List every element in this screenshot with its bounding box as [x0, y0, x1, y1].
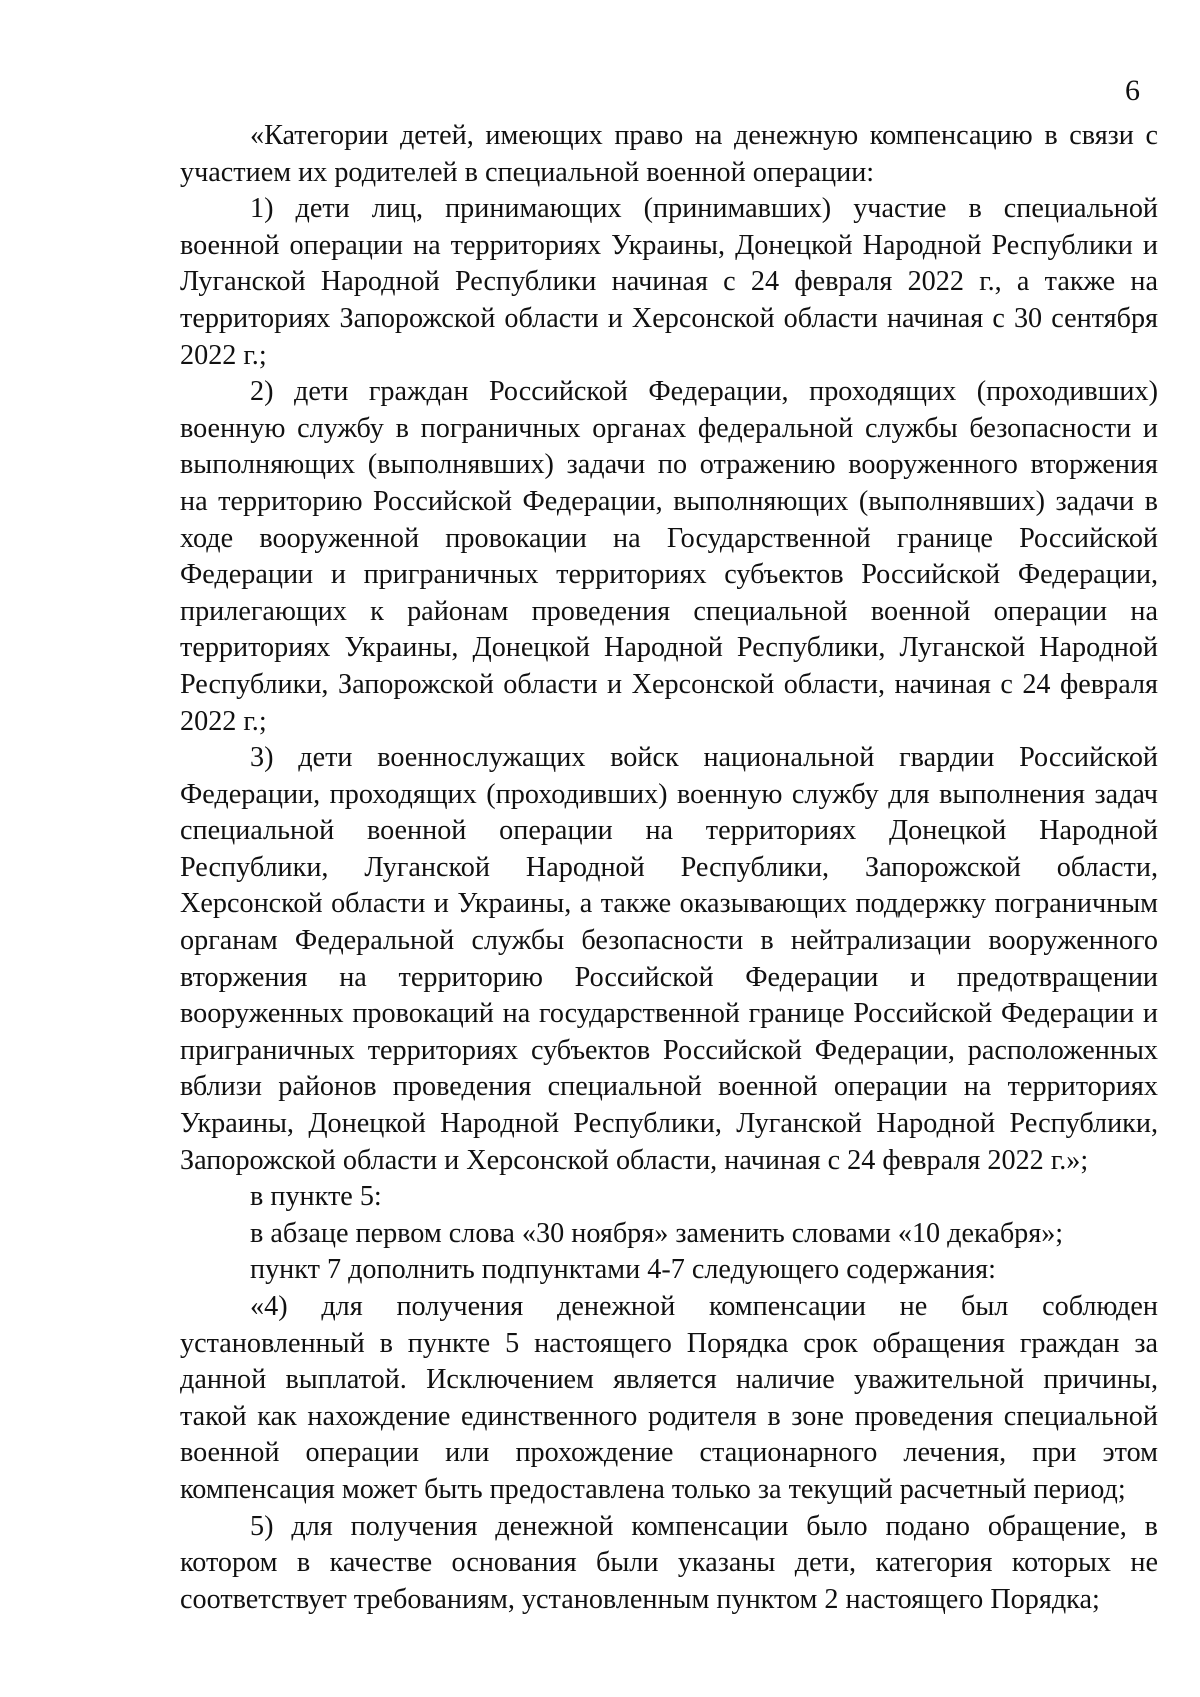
document-body [180, 118, 1158, 1618]
paragraph-subitem-4: «4) для получения денежной компенсации не был соблюден установленный в пункте 5 настоящего Порядка срок обращения граждан за данной выплатой. Исключением является наличие уважительной причины, такой как нахождение единственного родителя в зоне проведения специальной военной операции или прохождение стационарного лечения, при этом компенсация может быть предоставлена только за текущий расчетный период; [180, 1291, 1158, 1505]
paragraph-item-3: 3) дети военнослужащих войск национальной гвардии Российской Федерации, проходящих (проходивших) военную службу для выполнения задач специальной военной операции на территориях Донецкой Народной Республики, Луганской Народной Республики, Запорожской области, Херсонской области и Украины, а также оказывающих поддержку пограничным органам Федеральной службы безопасности в нейтрализации вооруженного вторжения на территорию Российской Федерации и предотвращении вооруженных провокаций на государственной границе Российской Федерации и приграничных территориях субъектов Российской Федерации, расположенных вблизи районов проведения специальной военной операции на территориях Украины, Донецкой Народной Республики, Луганской Народной Республики, Запорожской области и Херсонской области, начиная с 24 февраля 2022 г.»; [180, 742, 1158, 1176]
paragraph-item-1: 1) дети лиц, принимающих (принимавших) участие в специальной военной операции на территориях Украины, Донецкой Народной Республики и Луганской Народной Республики начиная с 24 февраля 2022 г., а также на территориях Запорожской области и Херсонской области начиная с 30 сентября 2022 г.; [180, 193, 1158, 371]
page-number: 6 [1125, 74, 1140, 107]
paragraph-subitem-5: 5) для получения денежной компенсации было подано обращение, в котором в качестве основания были указаны дети, категория которых не соответствует требованиям, установленным пунктом 2 настоящего Порядка; [180, 1510, 1158, 1615]
paragraph-item-2: 2) дети граждан Российской Федерации, проходящих (проходивших) военную службу в пограничных органах федеральной службы безопасности и выполняющих (выполнявших) задачи по отражению вооруженного вторжения на территорию Российской Федерации, выполняющих (выполнявших) задачи в ходе вооруженной провокации на Государственной границе Российской Федерации и приграничных территориях субъектов Российской Федерации, прилегающих к районам проведения специальной военной операции на территориях Украины, Донецкой Народной Республики, Луганской Народной Республики, Запорожской области и Херсонской области, начиная с 24 февраля 2022 г.; [180, 376, 1158, 737]
paragraph-point-7-addition: пункт 7 дополнить подпунктами 4-7 следующего содержания: [250, 1254, 996, 1286]
paragraph-point-5: в пункте 5: [250, 1181, 382, 1213]
paragraph-categories-heading: «Категории детей, имеющих право на денежную компенсацию в связи с участием их родителей в специальной военной операции: [180, 120, 1158, 188]
paragraph-first-abzac-change: в абзаце первом слова «30 ноября» заменить словами «10 декабря»; [250, 1217, 1064, 1249]
